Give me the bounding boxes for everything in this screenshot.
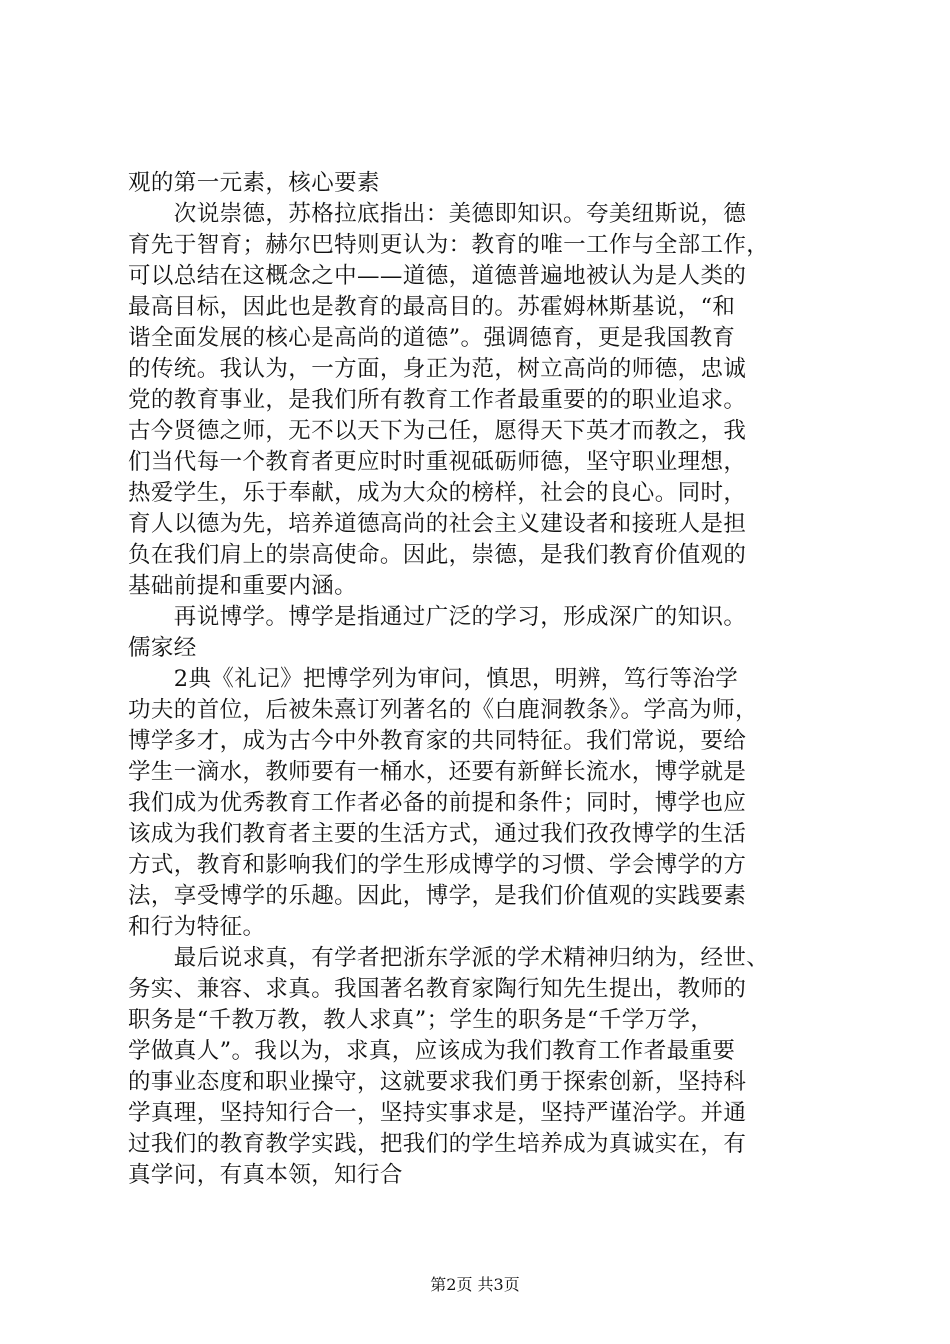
text-line: 职务是“千教万教，教人求真”；学生的职务是“千学万学，	[128, 1007, 714, 1033]
text-line: 2典《礼记》把博学列为审问，慎思，明辨，笃行等治学	[128, 666, 739, 692]
page-footer: 第2页 共3页	[430, 1275, 520, 1294]
text-line: 儒家经	[128, 635, 197, 661]
text-line: 学做真人”。我以为，求真，应该成为我们教育工作者最重要	[128, 1038, 736, 1064]
text-line: 方式，教育和影响我们的学生形成博学的习惯、学会博学的方	[128, 852, 747, 878]
text-line: 功夫的首位，后被朱熹订列著名的《白鹿洞教条》。学高为师，	[128, 697, 758, 723]
text-line: 过我们的教育教学实践，把我们的学生培养成为真诚实在，有	[128, 1131, 747, 1157]
text-line: 们当代每一个教育者更应时时重视砥砺师德，坚守职业理想，	[128, 449, 747, 475]
text-line: 该成为我们教育者主要的生活方式，通过我们孜孜博学的生活	[128, 821, 747, 847]
text-line: 的传统。我认为，一方面，身正为范，树立高尚的师德，忠诚	[128, 356, 747, 382]
text-line: 育人以德为先，培养道德高尚的社会主义建设者和接班人是担	[128, 511, 747, 537]
text-line: 再说博学。博学是指通过广泛的学习，形成深广的知识。	[128, 604, 747, 630]
text-line: 党的教育事业，是我们所有教育工作者最重要的的职业追求。	[128, 387, 747, 413]
text-line: 法，享受博学的乐趣。因此，博学，是我们价值观的实践要素	[128, 883, 747, 909]
text-line: 的事业态度和职业操守，这就要求我们勇于探索创新，坚持科	[128, 1069, 747, 1095]
text-line: 古今贤德之师，无不以天下为己任，愿得天下英才而教之，我	[128, 418, 747, 444]
text-line: 热爱学生，乐于奉献，成为大众的榜样，社会的良心。同时，	[128, 480, 747, 506]
text-line: 真学问，有真本领，知行合	[128, 1162, 403, 1188]
text-line: 学生一滴水，教师要有一桶水，还要有新鲜长流水，博学就是	[128, 759, 747, 785]
text-line: 博学多才，成为古今中外教育家的共同特征。我们常说，要给	[128, 728, 747, 754]
text-line: 学真理，坚持知行合一，坚持实事求是，坚持严谨治学。并通	[128, 1100, 747, 1126]
body-text	[128, 168, 828, 1191]
text-line: 谐全面发展的核心是高尚的道德”。强调德育，更是我国教育	[128, 325, 736, 351]
text-line: 可以总结在这概念之中——道德，道德普遍地被认为是人类的	[128, 263, 747, 289]
text-line: 观的第一元素，核心要素	[128, 170, 380, 196]
text-line: 负在我们肩上的崇高使命。因此，崇德，是我们教育价值观的	[128, 542, 747, 568]
text-line: 次说崇德，苏格拉底指出：美德即知识。夸美纽斯说，德	[128, 201, 747, 227]
text-line: 和行为特征。	[128, 914, 266, 940]
text-line: 基础前提和重要内涵。	[128, 573, 358, 599]
text-line: 最后说求真，有学者把浙东学派的学术精神归纳为，经世、	[128, 945, 770, 971]
text-line: 育先于智育；赫尔巴特则更认为：教育的唯一工作与全部工作，	[128, 232, 770, 258]
text-line: 我们成为优秀教育工作者必备的前提和条件；同时，博学也应	[128, 790, 747, 816]
text-line: 务实、兼容、求真。我国著名教育家陶行知先生提出，教师的	[128, 976, 747, 1002]
text-line: 最高目标，因此也是教育的最高目的。苏霍姆林斯基说，“和	[128, 294, 736, 320]
